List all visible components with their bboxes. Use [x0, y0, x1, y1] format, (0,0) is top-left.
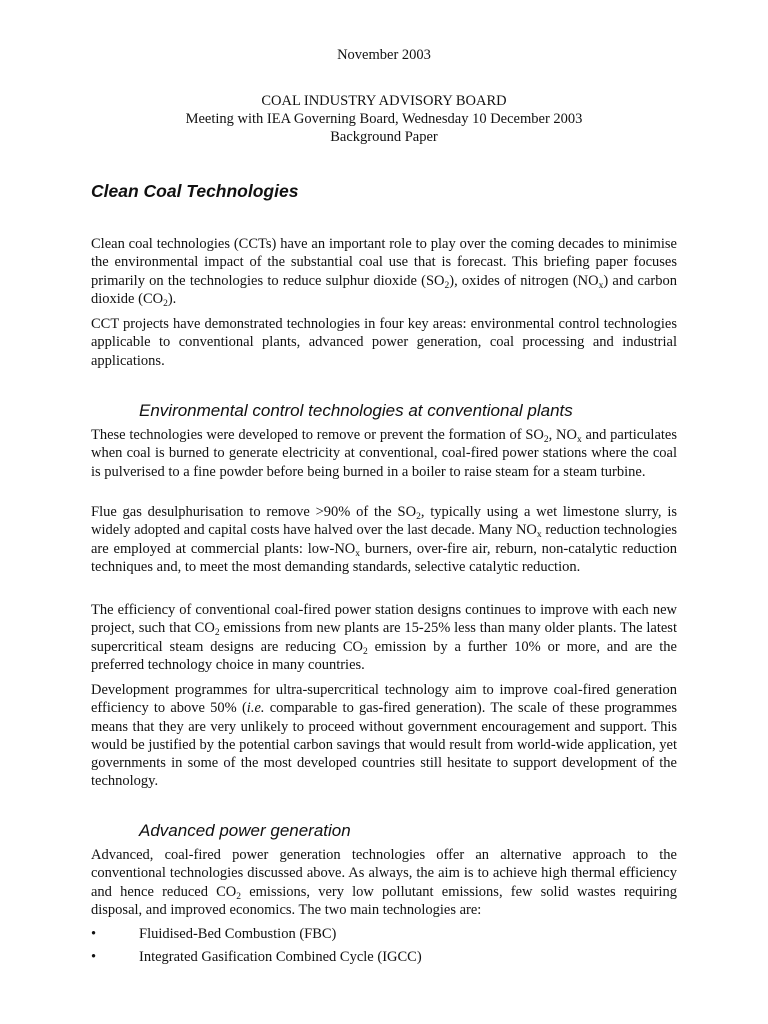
list-item-text: Integrated Gasification Combined Cycle (IGCC) — [139, 949, 422, 965]
meeting-line: Meeting with IEA Governing Board, Wednesday 10 December 2003 — [185, 111, 583, 127]
adv-paragraph-1: Advanced, coal-fired power generation technologies offer an alternative approach to the conventional technologies discussed above. As always, the aim is to achieve high thermal efficiency and hence reduced $CO_2$ emissions, very low pollutant emissions, few solid wastes requiring disposal, and improved economics. The two main technologies are: — [91, 847, 677, 918]
intro-paragraph-1: Clean coal technologies (CCTs) have an important role to play over the coming decades to minimise the environmental impact of the substantial coal use that is forecast. This briefing paper focuses primarily on the technologies to reduce sulphur dioxide $(SO_2)$, oxides of nitrogen $(NO_x)$ and carbon dioxide $(CO_2)$. — [91, 236, 677, 309]
section-heading-environmental: Environmental control technologies at conventional plants — [139, 401, 573, 420]
bullet-icon: • — [91, 949, 97, 965]
page-title: Clean Coal Technologies — [91, 181, 299, 201]
list-item-text: Fluidised-Bed Combustion (FBC) — [139, 926, 337, 942]
section-heading-advanced-power: Advanced power generation — [139, 821, 351, 840]
env-paragraph-4: Development programmes for ultra-supercritical technology aim to improve coal-fired generation efficiency to above 50% (i.e. comparable to gas-fired generation). The scale of these programmes means that they are very unlikely to proceed without government encouragement and support. This would be justified by the potential carbon savings that would result from world-wide application, yet governments in some of the most developed countries still hesitate to support development of the technology. — [91, 682, 677, 790]
document-type: Background Paper — [330, 129, 438, 145]
bullet-icon: • — [91, 926, 97, 942]
document-date: November 2003 — [337, 47, 431, 63]
env-paragraph-2: Flue gas desulphurisation to remove >90% of the $SO_2$, typically using a wet limestone slurry, is widely adopted and capital costs have halved over the last decade. Many $NO_x$ reduction technologies are employed at commercial plants: low-$NO_x$ burners, over-fire air, reburn, non-catalytic reduction techniques and, to meet the most demanding standards, selective catalytic reduction. — [91, 504, 677, 575]
env-paragraph-1: These technologies were developed to remove or prevent the formation of $SO_2$, $NO_x$ and particulates when coal is burned to generate electricity at conventional, coal-fired power stations where the coal is pulverised to a fine powder before being burned in a boiler to raise steam for a steam turbine. — [91, 427, 678, 480]
intro-paragraph-2: CCT projects have demonstrated technologies in four key areas: environmental control technologies applicable to conventional plants, advanced power generation, coal processing and industrial applications. — [91, 316, 677, 369]
organization-name: COAL INDUSTRY ADVISORY BOARD — [261, 93, 507, 109]
env-paragraph-3: The efficiency of conventional coal-fired power station designs continues to improve with each new project, such that $CO_2$ emissions from new plants are 15-25% less than many older plants. The latest supercritical steam designs are reducing $CO_2$ emission by a further 10% or more, and are the preferred technology choice in many countries. — [91, 602, 677, 673]
